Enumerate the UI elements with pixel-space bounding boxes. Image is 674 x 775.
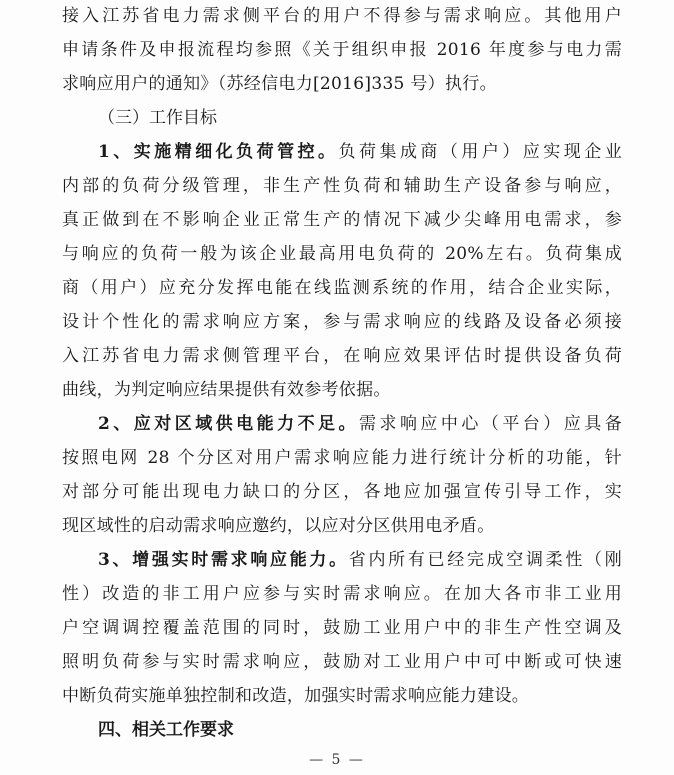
item2-first-line (62, 414, 622, 434)
page-number: — 5 — (309, 752, 365, 768)
text-line: 对部分可能出现电力缺口的分区，各地应加强宣传引导工作，实 (62, 482, 622, 502)
text-line: 现区域性的启动需求响应邀约，以应对分区供用电矛盾。 (62, 516, 495, 536)
text-line: 求响应用户的通知》（苏经信电力[2016]335 号）执行。 (62, 74, 497, 94)
text-line: 申请条件及申报流程均参照《关于组织申报 2016 年度参与电力需 (62, 40, 622, 60)
text-line: 内部的负荷分级管理，非生产性负荷和辅助生产设备参与响应， (62, 176, 622, 196)
item1-first-text: 负荷集成商（用户）应实现企业 (338, 142, 622, 162)
section-heading-goals: （三）工作目标 (98, 108, 217, 128)
section-heading-requirements: 四、相关工作要求 (98, 720, 234, 740)
text-line: 中断负荷实施单独控制和改造，加强实时需求响应能力建设。 (62, 686, 530, 706)
text-line: 真正做到在不影响企业正常生产的情况下减少尖峰用电需求，参 (62, 210, 622, 230)
item3-title: 3、增强实时需求响应能力。 (98, 550, 349, 570)
text-line: 商（用户）应充分发挥电能在线监测系统的作用，结合企业实际， (62, 278, 622, 298)
item1-first-line (62, 142, 622, 162)
item3-first-text: 省内所有已经完成空调柔性（刚 (348, 550, 622, 570)
text-line: 户空调调控覆盖范围的同时，鼓励工业用户中的非生产性空调及 (62, 618, 622, 638)
text-line: 入江苏省电力需求侧管理平台，在响应效果评估时提供设备负荷 (62, 346, 622, 366)
item3-first-line (62, 550, 622, 570)
text-line: 按照电网 28 个分区对用户需求响应能力进行统计分析的功能，针 (62, 448, 622, 468)
text-line: 与响应的负荷一般为该企业最高用电负荷的 20%左右。负荷集成 (62, 244, 622, 264)
text-line: 曲线，为判定响应结果提供有效参考依据。 (62, 380, 391, 400)
item2-title: 2、应对区域供电能力不足。 (98, 414, 359, 434)
text-line: 性）改造的非工用户应参与实时需求响应。在加大各市非工业用 (62, 584, 622, 604)
item1-title: 1、实施精细化负荷管控。 (98, 142, 339, 162)
text-line: 设计个性化的需求响应方案，参与需求响应的线路及设备必须接 (62, 312, 622, 332)
text-line: 接入江苏省电力需求侧平台的用户不得参与需求响应。其他用户 (62, 6, 622, 26)
item2-first-text: 需求响应中心（平台）应具备 (359, 414, 622, 434)
text-line: 照明负荷参与实时需求响应，鼓励对工业用户中可中断或可快速 (62, 652, 622, 672)
